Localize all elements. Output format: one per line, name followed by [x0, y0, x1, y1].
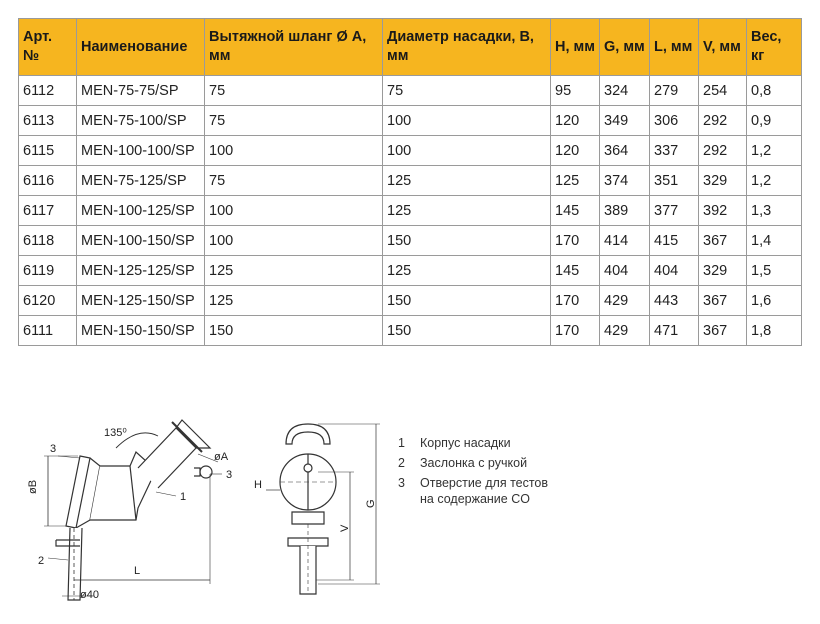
cell-art: 6119	[19, 256, 77, 286]
cell-nozzle: 125	[383, 196, 551, 226]
cell-weight: 1,2	[747, 166, 802, 196]
cell-weight: 1,8	[747, 316, 802, 346]
cell-weight: 1,3	[747, 196, 802, 226]
header-g: G, мм	[600, 19, 650, 76]
cell-g: 374	[600, 166, 650, 196]
header-h: H, мм	[551, 19, 600, 76]
cell-name: MEN-100-125/SP	[77, 196, 205, 226]
cell-l: 306	[650, 106, 699, 136]
cell-v: 392	[699, 196, 747, 226]
cell-art: 6120	[19, 286, 77, 316]
technical-drawing	[18, 408, 398, 608]
cell-nozzle: 100	[383, 136, 551, 166]
legend-text: Корпус насадки	[420, 436, 511, 450]
h-label: H	[254, 479, 262, 491]
dia-a-label: øA	[214, 451, 229, 463]
cell-hose: 100	[205, 196, 383, 226]
cell-g: 429	[600, 286, 650, 316]
cell-hose: 125	[205, 256, 383, 286]
cell-l: 404	[650, 256, 699, 286]
cell-art: 6118	[19, 226, 77, 256]
cell-v: 292	[699, 106, 747, 136]
cell-h: 145	[551, 256, 600, 286]
cell-nozzle: 100	[383, 106, 551, 136]
legend-text: Заслонка с ручкой	[420, 456, 528, 470]
table-row	[19, 286, 802, 316]
cell-art: 6115	[19, 136, 77, 166]
cell-g: 349	[600, 106, 650, 136]
header-hose: Вытяжной шланг Ø А, мм	[205, 19, 383, 76]
cell-weight: 1,5	[747, 256, 802, 286]
cell-v: 367	[699, 286, 747, 316]
table-row	[19, 166, 802, 196]
cell-name: MEN-150-150/SP	[77, 316, 205, 346]
l-label: L	[134, 565, 141, 577]
table-row	[19, 76, 802, 106]
header-l: L, мм	[650, 19, 699, 76]
header-v: V, мм	[699, 19, 747, 76]
v-label: V	[339, 524, 351, 532]
cell-art: 6112	[19, 76, 77, 106]
cell-art: 6117	[19, 196, 77, 226]
cell-nozzle: 150	[383, 286, 551, 316]
cell-hose: 100	[205, 226, 383, 256]
cell-l: 279	[650, 76, 699, 106]
cell-hose: 75	[205, 106, 383, 136]
table-row	[19, 136, 802, 166]
cell-name: MEN-100-100/SP	[77, 136, 205, 166]
header-nozzle: Диаметр насадки, В, мм	[383, 19, 551, 76]
cell-art: 6113	[19, 106, 77, 136]
cell-nozzle: 125	[383, 256, 551, 286]
table-row	[19, 196, 802, 226]
cell-name: MEN-75-75/SP	[77, 76, 205, 106]
cell-hose: 75	[205, 166, 383, 196]
specs-table	[18, 18, 802, 346]
cell-v: 329	[699, 256, 747, 286]
cell-weight: 1,4	[747, 226, 802, 256]
cell-v: 367	[699, 226, 747, 256]
legend-number: 3	[398, 476, 405, 490]
legend-item	[398, 475, 558, 507]
cell-weight: 1,6	[747, 286, 802, 316]
cell-h: 120	[551, 136, 600, 166]
header-name: Наименование	[77, 19, 205, 76]
angle-label: 135⁰	[104, 427, 127, 439]
cell-h: 170	[551, 226, 600, 256]
side-view	[44, 420, 222, 600]
cell-g: 364	[600, 136, 650, 166]
table-row	[19, 226, 802, 256]
cell-nozzle: 75	[383, 76, 551, 106]
table-row	[19, 316, 802, 346]
cell-nozzle: 150	[383, 226, 551, 256]
cell-g: 429	[600, 316, 650, 346]
cell-name: MEN-75-100/SP	[77, 106, 205, 136]
table-row	[19, 256, 802, 286]
front-view	[266, 424, 380, 594]
cell-l: 337	[650, 136, 699, 166]
legend-item	[398, 455, 558, 471]
callout-2: 2	[38, 555, 45, 567]
cell-l: 377	[650, 196, 699, 226]
cell-g: 324	[600, 76, 650, 106]
drawing-legend	[398, 435, 558, 511]
cell-hose: 75	[205, 76, 383, 106]
cell-hose: 125	[205, 286, 383, 316]
cell-name: MEN-75-125/SP	[77, 166, 205, 196]
cell-v: 367	[699, 316, 747, 346]
cell-h: 95	[551, 76, 600, 106]
cell-l: 443	[650, 286, 699, 316]
cell-v: 329	[699, 166, 747, 196]
g-label: G	[365, 499, 377, 508]
cell-h: 120	[551, 106, 600, 136]
cell-h: 145	[551, 196, 600, 226]
cell-nozzle: 150	[383, 316, 551, 346]
cell-name: MEN-125-125/SP	[77, 256, 205, 286]
cell-art: 6116	[19, 166, 77, 196]
cell-l: 471	[650, 316, 699, 346]
table-row	[19, 106, 802, 136]
header-weight: Вес, кг	[747, 19, 802, 76]
callout-3b: 3	[226, 469, 233, 481]
header-art: Арт. №	[19, 19, 77, 76]
cell-weight: 1,2	[747, 136, 802, 166]
dia-b-label: øB	[27, 479, 39, 494]
legend-text: Отверстие для тестов на содержание CO	[420, 476, 549, 506]
cell-hose: 100	[205, 136, 383, 166]
cell-h: 170	[551, 316, 600, 346]
cell-nozzle: 125	[383, 166, 551, 196]
cell-v: 254	[699, 76, 747, 106]
callout-1: 1	[180, 491, 187, 503]
cell-hose: 150	[205, 316, 383, 346]
cell-art: 6111	[19, 316, 77, 346]
table-header-row	[19, 19, 802, 76]
cell-h: 125	[551, 166, 600, 196]
callout-3a: 3	[50, 443, 57, 455]
cell-g: 389	[600, 196, 650, 226]
cell-v: 292	[699, 136, 747, 166]
cell-weight: 0,9	[747, 106, 802, 136]
dia-40-label: ø40	[80, 589, 99, 601]
cell-weight: 0,8	[747, 76, 802, 106]
legend-number: 2	[398, 456, 405, 470]
cell-name: MEN-125-150/SP	[77, 286, 205, 316]
cell-h: 170	[551, 286, 600, 316]
cell-l: 415	[650, 226, 699, 256]
legend-item	[398, 435, 558, 451]
cell-g: 414	[600, 226, 650, 256]
cell-name: MEN-100-150/SP	[77, 226, 205, 256]
cell-l: 351	[650, 166, 699, 196]
cell-g: 404	[600, 256, 650, 286]
legend-number: 1	[398, 436, 405, 450]
